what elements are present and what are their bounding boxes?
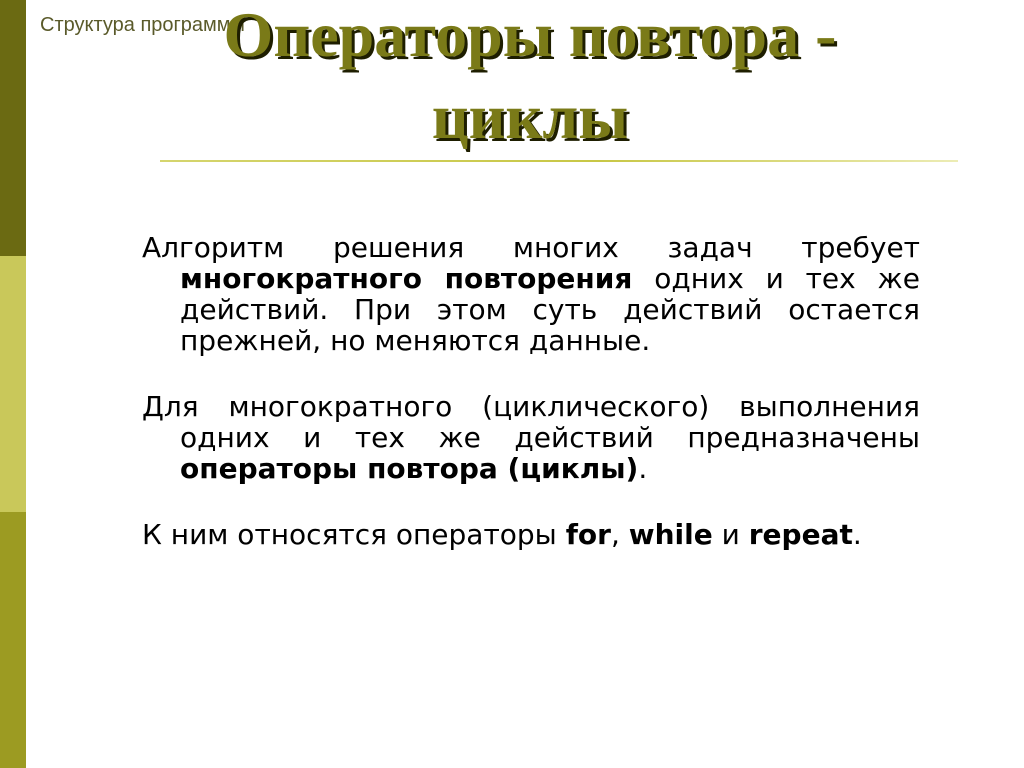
paragraph-text: , [610,518,629,551]
paragraph-text: и [712,518,749,551]
side-bar-top [0,0,26,256]
side-bar-bottom [0,512,26,768]
title-divider [160,160,958,162]
paragraph-text: . [638,452,648,485]
keyword-while: while [628,518,713,551]
paragraph-text: Для многократного (циклического) выполнения одних и тех же действий предназначены [142,390,920,454]
paragraph-2 [142,391,920,484]
slide-title-line-2: циклы [431,81,629,152]
keyword-for: for [565,518,611,551]
paragraph-bold: операторы повтора (циклы) [180,452,639,485]
paragraph-1 [142,232,920,356]
paragraph-text: К ним относятся операторы [142,518,566,551]
side-bar-middle [0,256,26,512]
breadcrumb: Структура программы [40,14,245,36]
paragraph-bold: многократного повторения [180,262,633,295]
paragraph-3 [142,519,920,550]
slide-title [60,0,1000,158]
slide-title-line-1: Операторы повтора - [223,0,837,70]
paragraph-text: . [852,518,862,551]
paragraph-text: Алгоритм решения многих задач требует [142,231,920,264]
keyword-repeat: repeat [748,518,853,551]
paragraph-text: одних и тех же действий. При этом суть действий остается прежней, но меняются данные. [180,262,920,357]
slide-body [142,232,920,585]
